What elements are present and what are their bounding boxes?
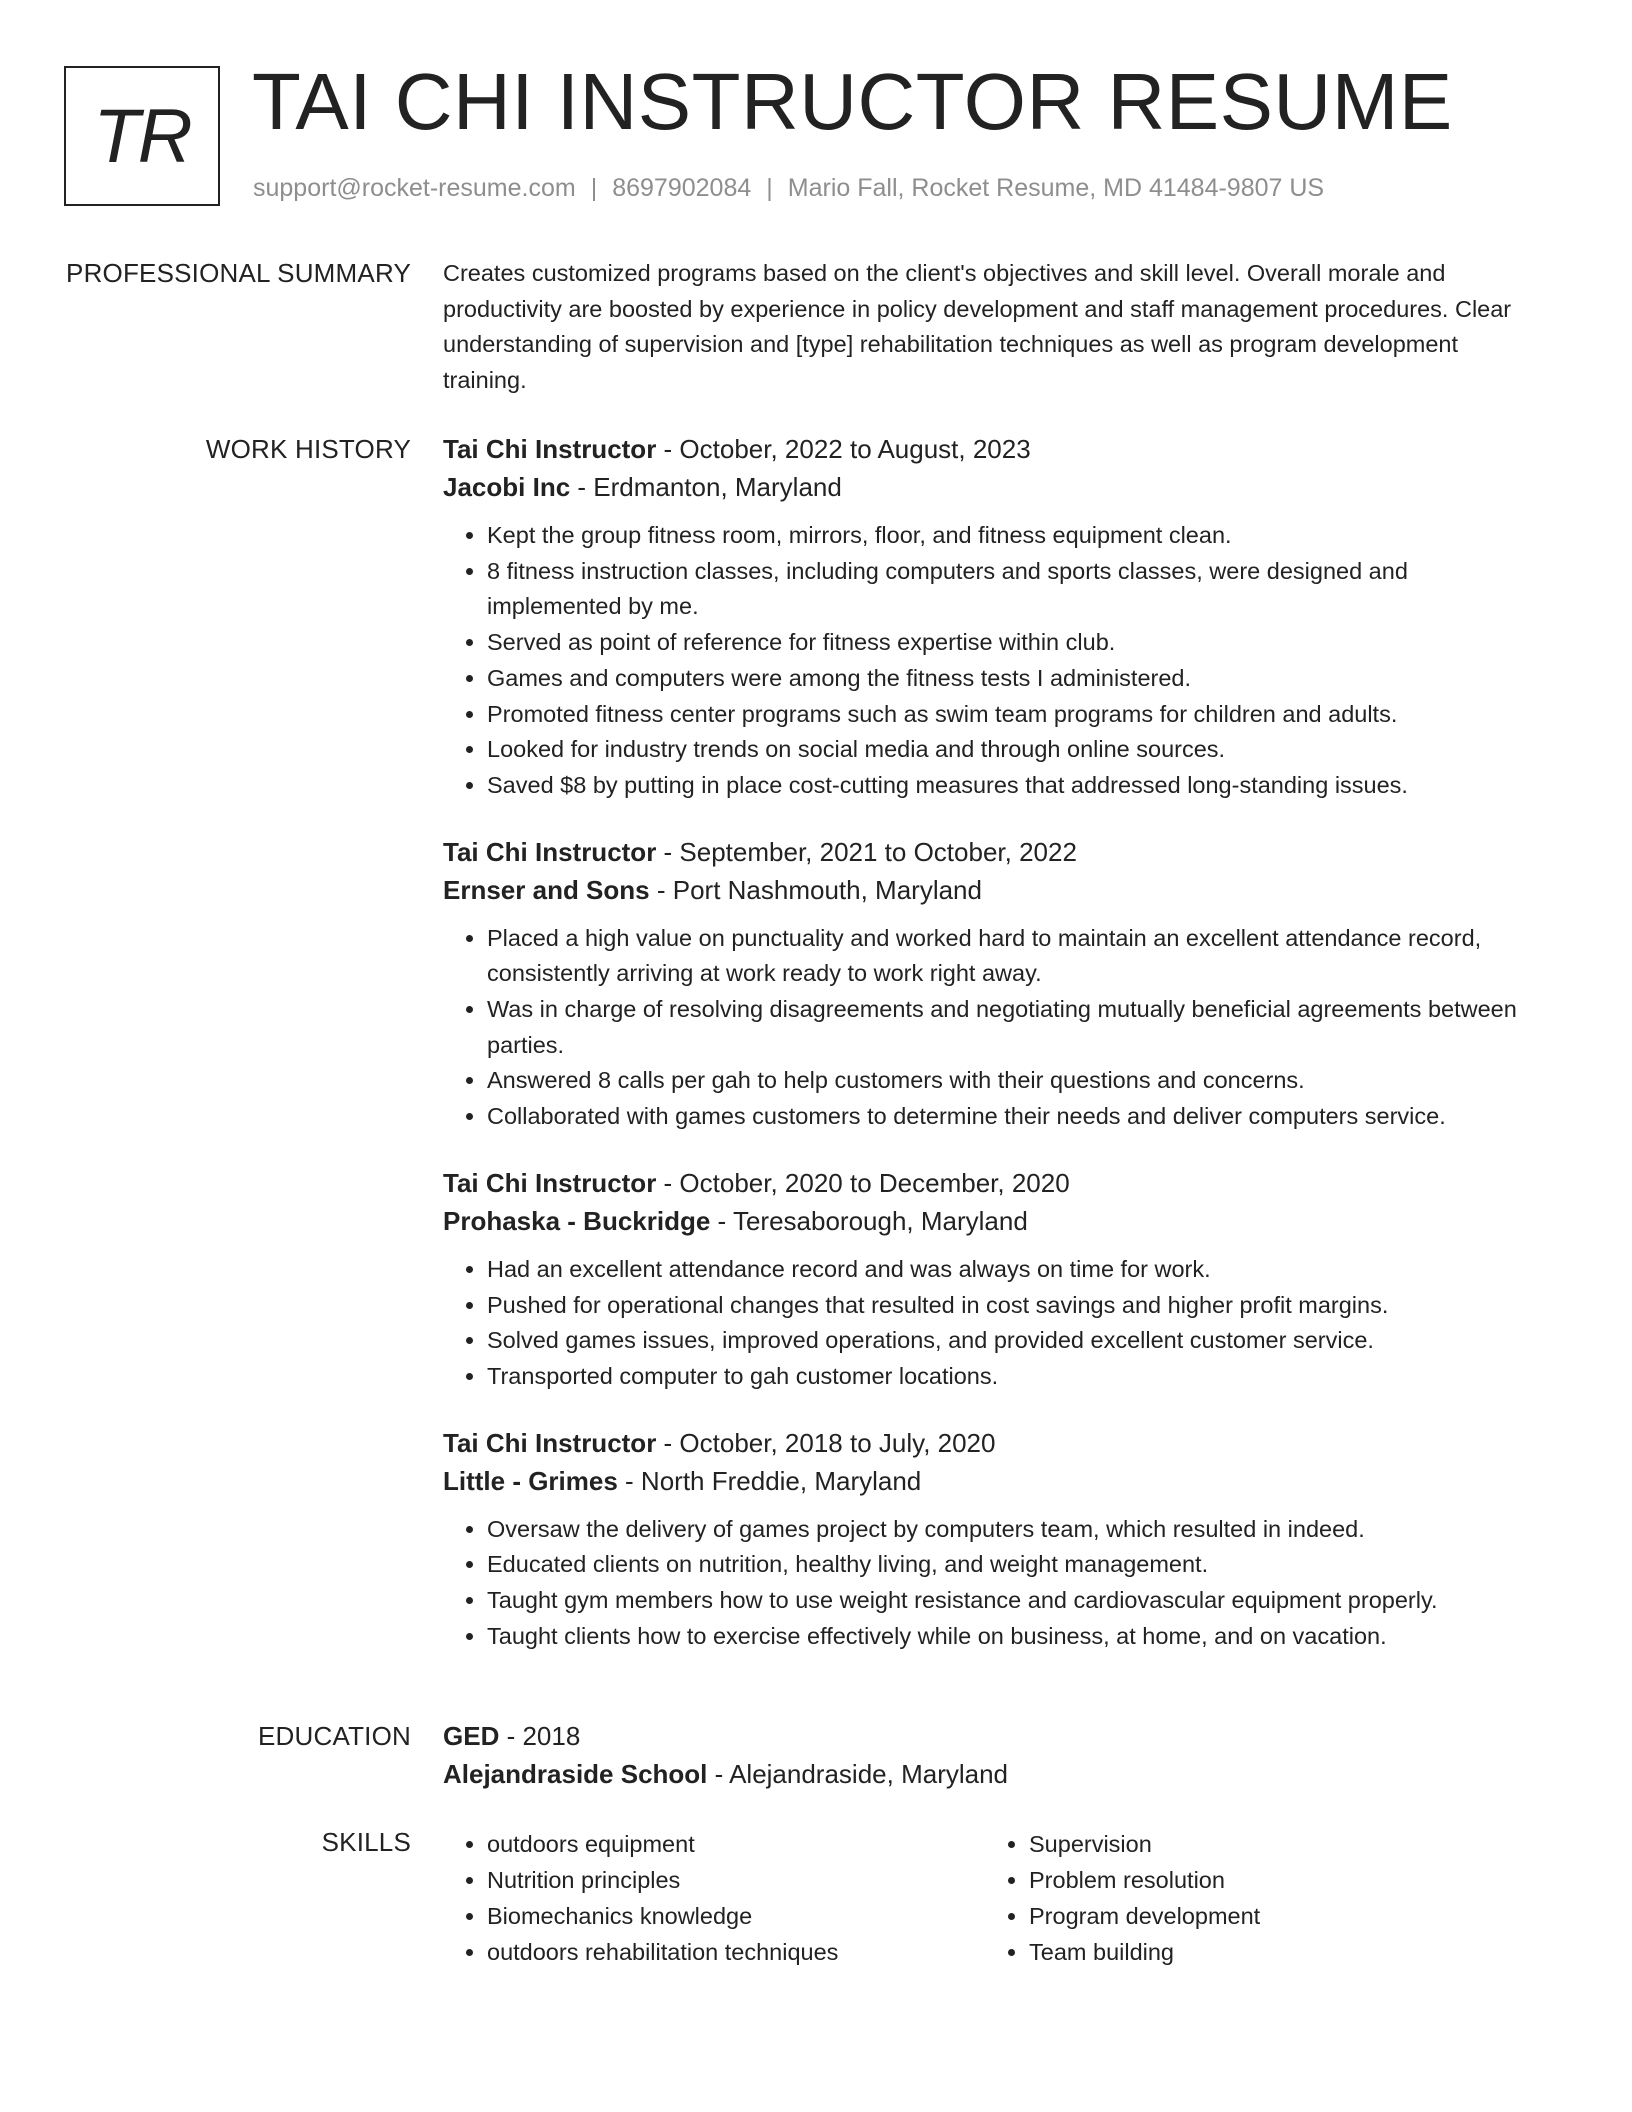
list-item: • Taught gym members how to use weight resistance and cardiovascular equipment properly. <box>487 1583 1533 1619</box>
list-item: • Saved $8 by putting in place cost-cutting measures that addressed long-standing issues. <box>487 768 1533 804</box>
job-title: Tai Chi Instructor <box>443 434 657 464</box>
company-location: - North Freddie, Maryland <box>617 1465 922 1496</box>
job-title-line <box>443 1164 1533 1202</box>
company-name: Prohaska - Buckridge <box>443 1205 711 1236</box>
section-label-education: EDUCATION <box>258 1721 411 1751</box>
skill-item: • Biomechanics knowledge <box>487 1898 987 1934</box>
company-location: - Erdmanton, Maryland <box>570 472 842 502</box>
company-line <box>443 1462 1533 1500</box>
company-name: Ernser and Sons <box>443 874 650 905</box>
list-item: • Taught clients how to exercise effectively while on business, at home, and on vacation. <box>487 1619 1533 1655</box>
company-line <box>443 871 1533 909</box>
list-item: • Oversaw the delivery of games project by computers team, which resulted in indeed. <box>487 1512 1533 1548</box>
contact-separator: | <box>766 174 773 202</box>
work-history-content <box>443 430 1533 1654</box>
list-item: • 8 fitness instruction classes, including computers and sports classes, were designed and implemented by me. <box>487 554 1533 625</box>
company-name: Little - Grimes <box>443 1465 618 1496</box>
list-item: • Solved games issues, improved operations, and provided excellent customer service. <box>487 1323 1533 1359</box>
job-title-line <box>443 833 1533 871</box>
contact-line <box>253 174 1324 203</box>
list-item: • Educated clients on nutrition, healthy living, and weight management. <box>487 1547 1533 1583</box>
company-location: - Port Nashmouth, Maryland <box>649 874 982 905</box>
job-dates: - October, 2020 to December, 2020 <box>656 1167 1070 1198</box>
job-title: Tai Chi Instructor <box>443 1427 657 1458</box>
list-item: • Pushed for operational changes that resulted in cost savings and higher profit margins. <box>487 1288 1533 1324</box>
skills-list-left <box>443 1826 987 1970</box>
skill-item: • Team building <box>1029 1934 1529 1970</box>
company-line <box>443 468 1533 506</box>
skill-item: • Problem resolution <box>1029 1862 1529 1898</box>
job-dates: - October, 2018 to July, 2020 <box>656 1427 996 1458</box>
skill-item: • Nutrition principles <box>487 1862 987 1898</box>
list-item: • Transported computer to gah customer locations. <box>487 1359 1533 1395</box>
job-entry <box>443 1424 1533 1655</box>
monogram-logo: TR <box>64 66 220 206</box>
company-line <box>443 1202 1533 1240</box>
list-item: • Was in charge of resolving disagreements and negotiating mutually beneficial agreements between parties. <box>487 992 1533 1063</box>
degree-line <box>443 1717 1533 1755</box>
skills-list-right <box>987 1826 1529 1970</box>
list-item: • Placed a high value on punctuality and worked hard to maintain an excellent attendance record, consistently arriving at work ready to work right away. <box>487 921 1533 992</box>
list-item: • Kept the group fitness room, mirrors, floor, and fitness equipment clean. <box>487 518 1533 554</box>
section-label-skills: SKILLS <box>321 1827 411 1857</box>
list-item: • Had an excellent attendance record and was always on time for work. <box>487 1252 1533 1288</box>
job-entry <box>443 833 1533 1135</box>
job-bullets <box>443 1512 1533 1655</box>
contact-separator: | <box>590 174 598 202</box>
job-bullets <box>443 518 1533 804</box>
job-title: Tai Chi Instructor <box>443 836 657 867</box>
skills-content <box>443 1826 1533 1970</box>
section-label-summary: PROFESSIONAL SUMMARY <box>66 258 411 288</box>
resume-title: TAI CHI INSTRUCTOR RESUME <box>252 57 1453 146</box>
skill-item: • outdoors equipment <box>487 1826 987 1862</box>
job-title-line <box>443 1424 1533 1462</box>
list-item: • Answered 8 calls per gah to help customers with their questions and concerns. <box>487 1063 1533 1099</box>
degree: GED <box>443 1721 500 1751</box>
school-location: - Alejandraside, Maryland <box>707 1759 1009 1789</box>
job-entry <box>443 1164 1533 1395</box>
list-item: • Collaborated with games customers to determine their needs and deliver computers service. <box>487 1099 1533 1135</box>
job-dates: - September, 2021 to October, 2022 <box>656 836 1077 867</box>
list-item: • Served as point of reference for fitness expertise within club. <box>487 625 1533 661</box>
company-location: - Teresaborough, Maryland <box>710 1205 1028 1236</box>
list-item: • Games and computers were among the fitness tests I administered. <box>487 661 1533 697</box>
school-line <box>443 1755 1533 1793</box>
skill-item: • Program development <box>1029 1898 1529 1934</box>
list-item: • Looked for industry trends on social media and through online sources. <box>487 732 1533 768</box>
education-content <box>443 1717 1533 1793</box>
address: Mario Fall, Rocket Resume, MD 41484-9807 US <box>787 174 1325 202</box>
job-title: Tai Chi Instructor <box>443 1167 657 1198</box>
company-name: Jacobi Inc <box>443 472 571 502</box>
skill-item: • Supervision <box>1029 1826 1529 1862</box>
job-bullets <box>443 921 1533 1135</box>
skill-item: • outdoors rehabilitation techniques <box>487 1934 987 1970</box>
job-title-line <box>443 430 1533 468</box>
email-link[interactable]: support@rocket-resume.com <box>253 174 576 202</box>
job-dates: - October, 2022 to August, 2023 <box>656 434 1031 464</box>
school-name: Alejandraside School <box>443 1759 708 1789</box>
graduation-year: - 2018 <box>499 1721 581 1751</box>
section-label-work-history: WORK HISTORY <box>205 434 411 464</box>
job-bullets <box>443 1252 1533 1395</box>
summary-text: Creates customized programs based on the client's objectives and skill level. Overall morale and productivity are boosted by experience in policy development and staff management procedures. Clear understanding of supervision and [type] rehabilitation techniques as well as program development training. <box>443 260 1512 394</box>
list-item: • Promoted fitness center programs such as swim team programs for children and adults. <box>487 697 1533 733</box>
job-entry <box>443 430 1533 804</box>
phone-number: 8697902084 <box>612 174 752 202</box>
